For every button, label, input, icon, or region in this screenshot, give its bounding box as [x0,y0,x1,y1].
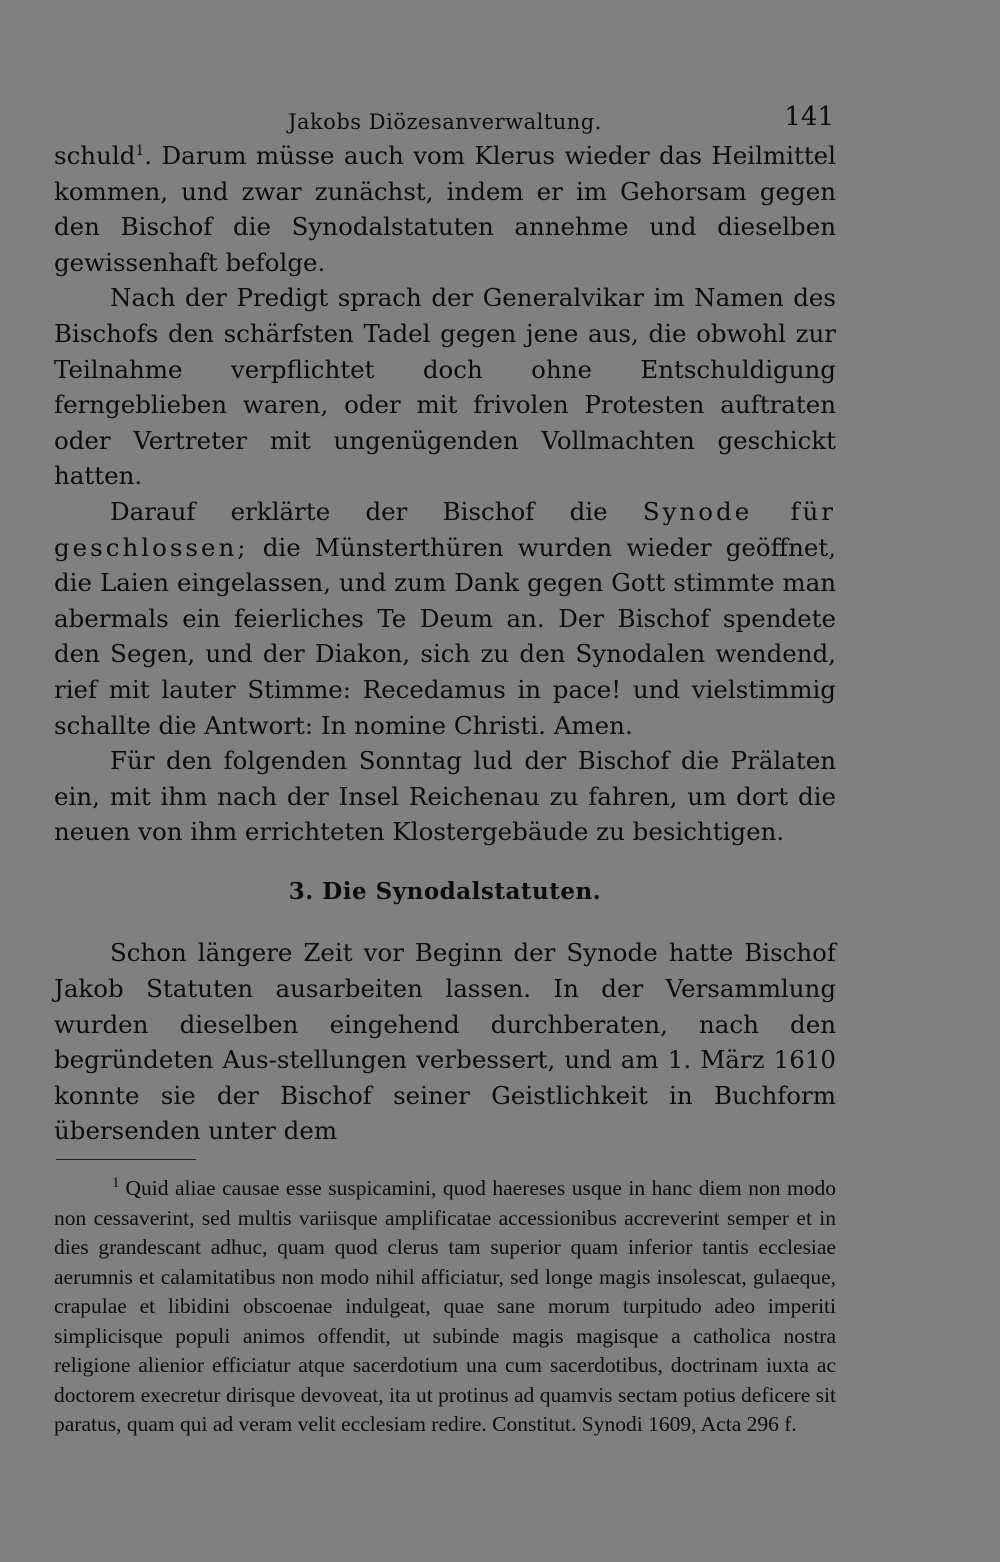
paragraph-3 [54,494,836,743]
body-text [54,138,836,1149]
section-heading: 3. Die Synodalstatuten. [288,877,602,905]
footnote [54,1174,836,1440]
running-title: Jakobs Diözesanverwaltung. [288,110,602,134]
running-head [54,98,836,138]
footnote-reference: 1 [135,142,145,159]
paragraph-3-before: Darauf erklärte der Bischof die [110,496,643,526]
paragraph-2: Nach der Predigt sprach der Generalvikar im Namen des Bischofs den schärfsten Tadel gegen jene aus, die obwohl zur Teilnahme verpflichtet doch ohne Entschuldigung ferngeblieben waren, oder mit frivolen Protesten auftraten oder Vertreter mit ungenügenden Vollmachten geschickt hatten. [54,283,836,491]
paragraph-1-rest: . Darum müsse auch vom Klerus wieder das Heilmittel kommen, und zwar zunächst, indem er im Gehorsam gegen den Bischof die Synodalstatuten annehme und dieselben gewissenhaft befolge. [54,141,836,277]
paragraph-1 [54,138,836,280]
paragraph-3-emphasis: Synode für geschlossen; [54,496,837,562]
paragraph-5: Schon längere Zeit vor Beginn der Synode hatte Bischof Jakob Statuten ausarbeiten lassen. In der Versammlung wurden dieselben eingehend durchberaten, nach den begründeten Aus-stellungen verbessert, und am 1. März 1610 konnte sie der Bischof seiner Geistlichkeit in Buchform übersenden unter dem [54,938,836,1146]
page-number: 141 [784,102,834,132]
paragraph-4: Für den folgenden Sonntag lud der Bischof die Prälaten ein, mit ihm nach der Insel Reichenau zu fahren, um dort die neuen von ihm errichteten Klostergebäude zu besichtigen. [54,746,836,847]
footnote-marker: 1 [112,1174,120,1191]
paragraph-1-start: schuld [54,141,136,170]
book-page [54,98,836,1498]
footnote-divider [56,1159,196,1160]
footnote-text: Quid aliae causae esse suspicamini, quod haereses usque in hanc diem non modo non cessaverint, sed multis variisque amplificatae accessionibus accreverint semper et in dies grandescant adhuc, quam quod clerus tam superior quam inferior tantis ecclesiae aerumnis et calamitatibus non modo nihil afficiatur, sed longe magis insolescat, gulaeque, crapulae et libidini obscoenae indulgeat, quae sane morum turpitudo adeo imperiti simplicisque populi animos offendit, ut subinde magis magisque a catholica nostra religione alienior efficiatur atque sacerdotium una cum sacerdotibus, doctrinam iuxta ac doctorem execretur dirisque devoveat, ita ut protinus ad quamvis sectam potius deficere sit paratus, quam qui ad veram velit ecclesiam redire. Constitut. Synodi 1609, Acta 296 f. [54,1176,836,1437]
paragraph-3-after: die Münsterthüren wurden wieder geöffnet, die Laien eingelassen, und zum Dank gegen Gott stimmte man abermals ein feierliches Te Deum an. Der Bischof spendete den Segen, und der Diakon, sich zu den Synodalen wendend, rief mit lauter Stimme: Recedamus in pace! und vielstimmig schallte die Antwort: In nomine Christi. Amen. [54,532,836,740]
